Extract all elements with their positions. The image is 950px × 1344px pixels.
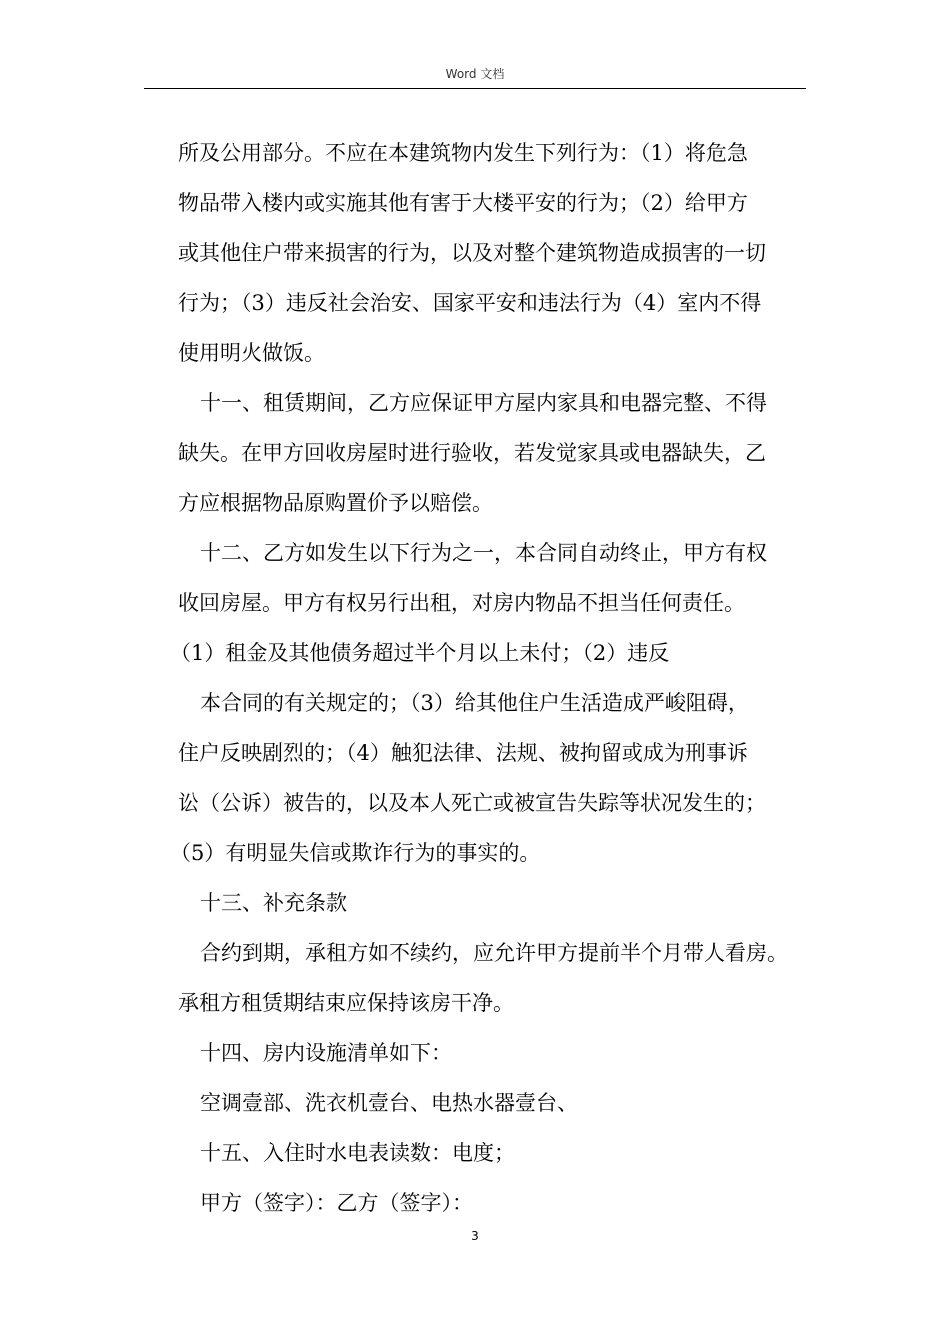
text-line-20: 空调壹部、洗衣机壹台、电热水器壹台、 bbox=[200, 1091, 578, 1115]
text-line-15: （5）有明显失信或欺诈行为的事实的。 bbox=[170, 841, 541, 865]
header-divider bbox=[144, 88, 806, 89]
text-line-11: （1）租金及其他债务超过半个月以上未付；（2）违反 bbox=[170, 641, 670, 665]
text-line-3: 或其他住户带来损害的行为，以及对整个建筑物造成损害的一切 bbox=[178, 241, 766, 265]
text-line-2: 物品带入楼内或实施其他有害于大楼平安的行为；（2）给甲方 bbox=[178, 191, 748, 215]
text-line-14: 讼（公诉）被告的，以及本人死亡或被宣告失踪等状况发生的； bbox=[178, 791, 766, 815]
text-line-6: 十一、租赁期间，乙方应保证甲方屋内家具和电器完整、不得 bbox=[200, 391, 767, 415]
text-line-8: 方应根据物品原购置价予以赔偿。 bbox=[178, 491, 493, 515]
text-line-1: 所及公用部分。不应在本建筑物内发生下列行为：（1）将危急 bbox=[178, 141, 748, 165]
document-body bbox=[170, 128, 828, 1228]
text-line-7: 缺失。在甲方回收房屋时进行验收，若发觉家具或电器缺失，乙 bbox=[178, 441, 766, 465]
text-line-10: 收回房屋。甲方有权另行出租，对房内物品不担当任何责任。 bbox=[178, 591, 745, 615]
text-line-22: 甲方（签字）：乙方（签字）： bbox=[200, 1191, 473, 1215]
text-line-9: 十二、乙方如发生以下行为之一，本合同自动终止，甲方有权 bbox=[200, 541, 767, 565]
text-line-4: 行为；（3）违反社会治安、国家平安和违法行为（4）室内不得 bbox=[178, 291, 762, 315]
text-line-12: 本合同的有关规定的；（3）给其他住户生活造成严峻阻碍， bbox=[200, 691, 749, 715]
text-line-19: 十四、房内设施清单如下： bbox=[200, 1041, 452, 1065]
text-line-13: 住户反映剧烈的；（4）触犯法律、法规、被拘留或成为刑事诉 bbox=[178, 741, 748, 765]
text-line-21: 十五、入住时水电表读数：电度； bbox=[200, 1141, 515, 1165]
text-line-5: 使用明火做饭。 bbox=[178, 341, 325, 365]
text-line-17: 合约到期，承租方如不续约，应允许甲方提前半个月带人看房。 bbox=[200, 941, 788, 965]
page-header: Word 文档 bbox=[445, 67, 505, 81]
text-line-16: 十三、补充条款 bbox=[200, 891, 347, 915]
text-line-18: 承租方租赁期结束应保持该房干净。 bbox=[178, 991, 514, 1015]
page-number: 3 bbox=[471, 1229, 479, 1243]
